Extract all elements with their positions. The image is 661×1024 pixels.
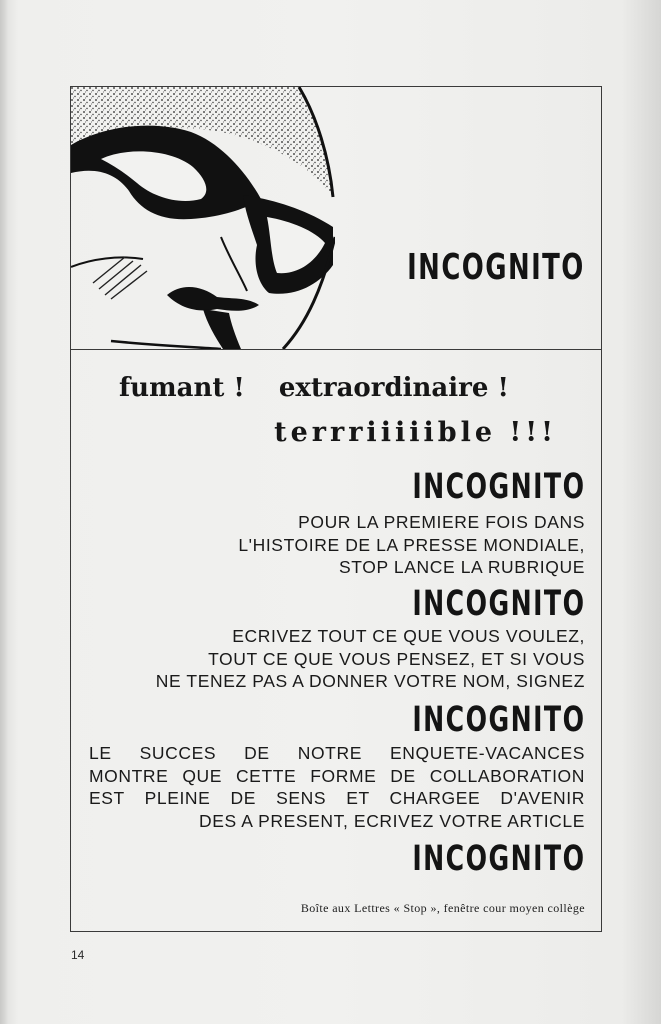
paragraph-line: ECRIVEZ TOUT CE QUE VOUS VOULEZ, <box>232 626 585 646</box>
hero-panel <box>71 87 601 350</box>
paragraph-1 <box>238 511 585 579</box>
paragraph-2 <box>156 625 585 693</box>
headline-word-fumant: fumant ! <box>119 373 245 403</box>
paragraph-line: MONTRE QUE CETTE FORME DE COLLABORATION <box>89 765 585 786</box>
mailbox-footnote: Boîte aux Lettres « Stop », fenêtre cour moyen collège <box>300 901 585 915</box>
incognito-heading-2: INCOGNITO <box>411 584 585 624</box>
paragraph-line: LE SUCCES DE NOTRE ENQUETE-VACANCES <box>89 743 585 763</box>
paragraph-line: TOUT CE QUE VOUS PENSEZ, ET SI VOUS <box>208 648 585 669</box>
paragraph-line: POUR LA PREMIERE FOIS DANS <box>298 512 585 532</box>
paragraph-line: L'HISTOIRE DE LA PRESSE MONDIALE, <box>238 534 585 555</box>
page-number: 14 <box>71 948 85 962</box>
headline-word-extraordinaire: extraordinaire ! <box>278 373 509 403</box>
paragraph-line: EST PLEINE DE SENS ET CHARGEE D'AVENIR <box>89 788 585 808</box>
article-frame <box>70 86 602 932</box>
paragraph-line: NE TENEZ PAS A DONNER VOTRE NOM, SIGNEZ <box>155 671 585 691</box>
hero-title: INCOGNITO <box>407 247 585 288</box>
headline-line-1 <box>119 373 509 403</box>
masked-face-illustration <box>71 87 335 349</box>
incognito-heading-4: INCOGNITO <box>411 839 585 879</box>
incognito-heading-3: INCOGNITO <box>411 700 585 740</box>
headline-line-2: terrriiiiible !!! <box>274 417 557 448</box>
incognito-heading-1: INCOGNITO <box>411 467 585 507</box>
paragraph-3 <box>89 742 585 832</box>
paragraph-line: DES A PRESENT, ECRIVEZ VOTRE ARTICLE <box>199 810 585 831</box>
page-binding-shadow <box>0 0 8 1024</box>
paragraph-line: STOP LANCE LA RUBRIQUE <box>339 557 585 577</box>
